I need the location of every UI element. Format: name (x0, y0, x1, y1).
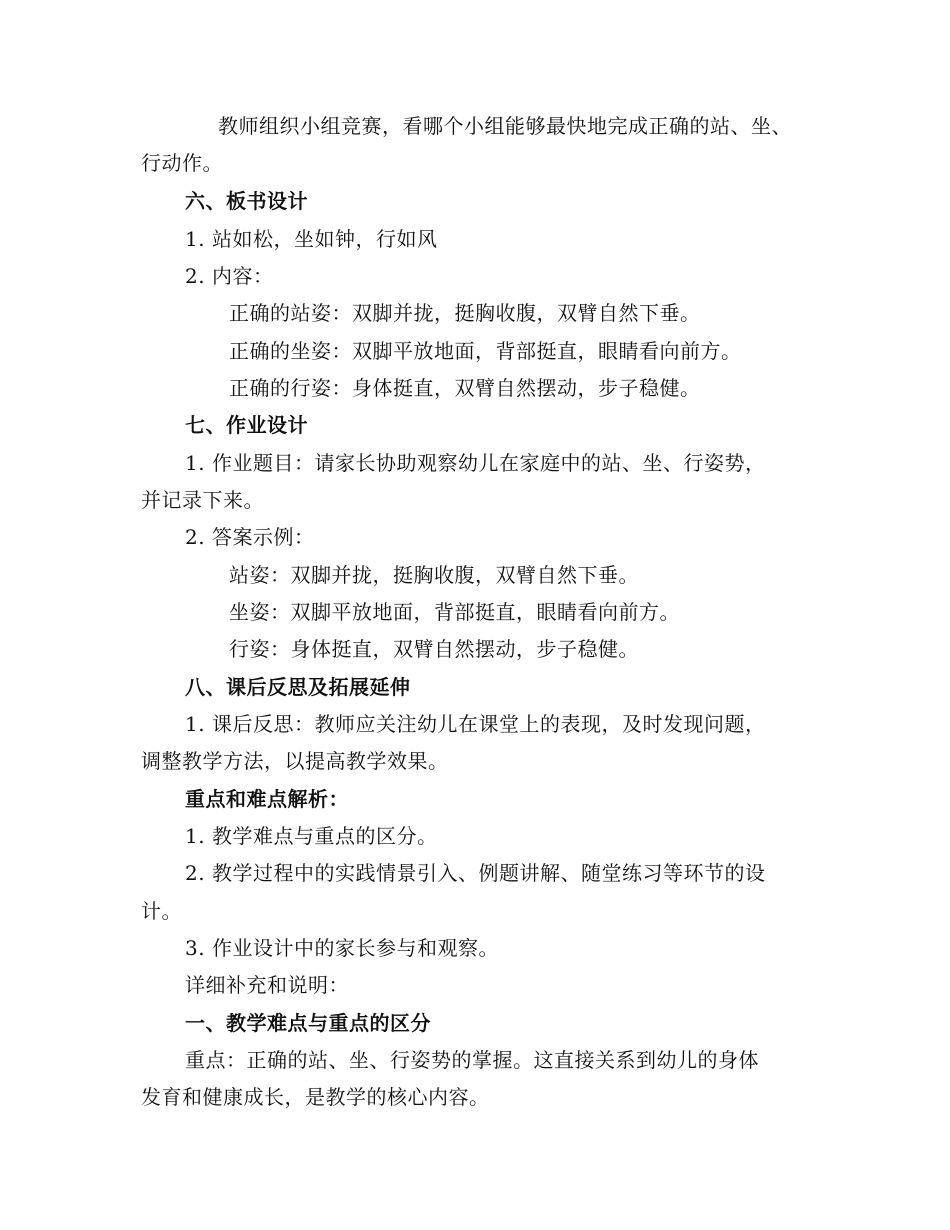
indented-text: 坐姿：双脚平放地面，背部挺直，眼睛看向前方。 (229, 600, 680, 624)
section-heading: 一、教学难点与重点的区分 (185, 1011, 431, 1035)
section-heading: 八、课后反思及拓展延伸 (185, 675, 411, 699)
paragraph-text: 重点：正确的站、坐、行姿势的掌握。这直接关系到幼儿的身体 (185, 1048, 759, 1072)
section-heading: 七、作业设计 (185, 413, 308, 437)
paragraph-text: 行动作。 (141, 151, 223, 175)
indented-text: 正确的坐姿：双脚平放地面，背部挺直，眼睛看向前方。 (229, 339, 742, 363)
section-heading: 六、板书设计 (185, 189, 308, 213)
list-item: 1. 课后反思：教师应关注幼儿在课堂上的表现，及时发现问题， (185, 712, 766, 736)
paragraph-text: 发育和健康成长，是教学的核心内容。 (141, 1085, 490, 1109)
indented-text: 正确的行姿：身体挺直，双臂自然摆动，步子稳健。 (229, 376, 701, 400)
section-heading: 重点和难点解析： (185, 787, 349, 811)
list-item: 1. 作业题目：请家长协助观察幼儿在家庭中的站、坐、行姿势， (185, 451, 766, 475)
paragraph-text: 调整教学方法，以提高教学效果。 (141, 749, 449, 773)
list-item: 2. 教学过程中的实践情景引入、例题讲解、随堂练习等环节的设 (185, 861, 766, 885)
paragraph-text: 详细补充和说明： (185, 973, 349, 997)
paragraph-text: 计。 (141, 899, 182, 923)
list-item: 2. 内容： (185, 264, 274, 288)
list-item: 2. 答案示例： (185, 525, 315, 549)
list-item: 1. 站如松，坐如钟，行如风 (185, 227, 438, 251)
list-item: 1. 教学难点与重点的区分。 (185, 824, 438, 848)
indented-text: 站姿：双脚并拢，挺胸收腹，双臂自然下垂。 (229, 563, 639, 587)
list-item: 3. 作业设计中的家长参与和观察。 (185, 936, 499, 960)
indented-text: 正确的站姿：双脚并拢，挺胸收腹，双臂自然下垂。 (229, 301, 701, 325)
paragraph-text: 并记录下来。 (141, 488, 264, 512)
paragraph-text: 教师组织小组竞赛，看哪个小组能够最快地完成正确的站、坐、 (218, 114, 792, 138)
indented-text: 行姿：身体挺直，双臂自然摆动，步子稳健。 (229, 637, 639, 661)
